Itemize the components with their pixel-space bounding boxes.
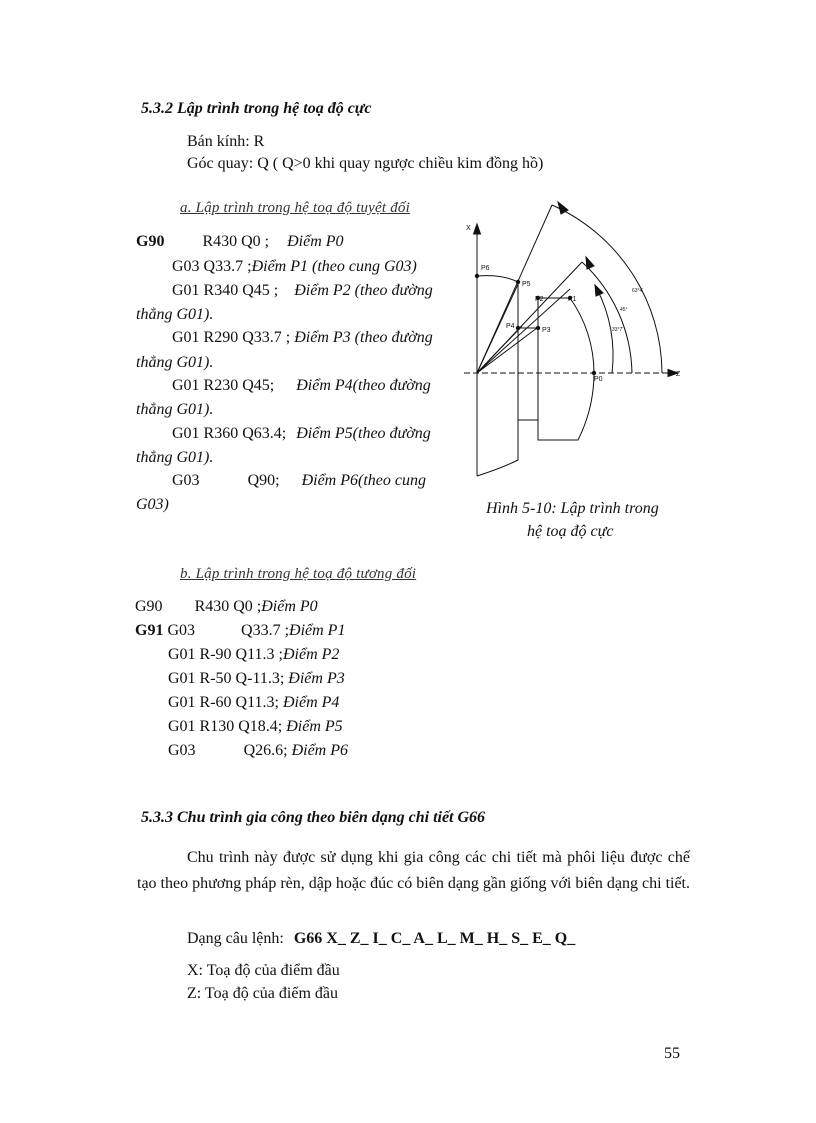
code-text: Q26.6; [243,742,288,759]
part-a-heading: a. Lập trình trong hệ toạ độ tuyệt đối [180,200,410,216]
axis-x-label: X [466,225,471,232]
arc-33deg-arrow [595,285,603,296]
comment: Điểm P2 [282,646,340,663]
part-a-line-3 [172,282,433,300]
comment: Điểm P3 (theo đường [294,329,433,346]
angle-label-63: 63°4' [632,288,644,294]
comment: Điểm P0 [261,598,318,615]
label-p5: P5 [522,281,531,288]
label-p4: P4 [506,323,515,330]
comment: Điểm P5 [286,718,343,735]
code-text: G03 [172,472,200,489]
comment: Điểm P6 [291,742,348,759]
part-b-line-4 [168,670,345,688]
part-a-line-6 [172,425,431,443]
profile-arc-lower [538,330,594,440]
point-p6-marker [475,274,479,278]
profile-p4-p5 [518,328,538,420]
code-text: G03 [168,742,196,759]
part-a-line-5-cont: thẳng G01). [136,401,214,418]
arc-45deg-arrow [586,257,594,269]
angle-label-33: 33°7' [612,327,624,333]
part-a-line-7-cont: G03) [136,496,169,513]
code-text: G01 R360 Q63.4; [172,425,287,442]
label-p1: P1 [568,296,577,303]
comment: Điểm P1 (theo cung G03) [251,258,417,275]
code-text: G01 R-60 Q11.3; [168,694,279,711]
profile-arc-p5-p6 [477,276,518,282]
comment: Điểm P6(theo cung [301,472,426,489]
part-a-line-3-cont: thẳng G01). [136,306,214,323]
figure-caption-line-1: Hình 5-10: Lập trình trong [486,500,659,517]
part-a-line-1 [136,233,344,251]
axis-z-label: Z [676,371,681,378]
code-text: G01 R290 Q33.7 ; [172,329,291,346]
x-axis-arrow [474,224,481,234]
part-b-line-5 [168,694,339,712]
code-g90: G90 [136,233,165,250]
comment: Điểm P0 [287,233,344,250]
code-text: G01 R-90 Q11.3 ; [168,646,283,663]
syntax-code: G66 X_ Z_ I_ C_ A_ L_ M_ H_ S_ E_ Q_ [293,930,576,947]
code-text: G01 R340 Q45 ; [172,282,279,299]
point-p5-marker [516,280,520,284]
code-text: G01 R130 Q18.4; [168,718,283,735]
radial-line-p1 [477,289,570,373]
code-g91: G91 [135,622,164,639]
code-text: G90 [135,598,163,615]
param-x: X: Toạ độ của điểm đầu [187,962,340,979]
code-text: R430 Q0 ; [194,598,262,615]
label-p6: P6 [481,265,490,272]
param-z: Z: Toạ độ của điểm đầu [187,985,338,1002]
syntax-label: Dạng câu lệnh: [187,930,284,947]
part-a-line-7 [172,472,426,490]
radial-line-p4 [477,326,522,373]
profile-arc-p0-p1 [570,298,594,373]
part-b-line-3 [168,646,339,664]
code-text: Q90; [247,472,280,489]
polar-coordinate-figure [462,200,692,490]
comment: Điểm P5(theo đường [296,425,431,442]
comment: Điểm P2 (theo đường [294,282,433,299]
part-b-line-2 [135,622,345,640]
code-text: Q33.7 ; [241,622,290,639]
section-paragraph: Chu trình này được sử dụng khi gia công các chi tiết mà phôi liệu được chế tạo theo phương pháp rèn, dập hoặc đúc có biên dạng gần giống với biên dạng chi tiết. [137,849,690,892]
comment: Điểm P4 [282,694,340,711]
part-b-line-6 [168,718,343,736]
code-text: G03 [167,622,196,639]
point-p4-marker [516,326,520,330]
code-text: G01 R230 Q45; [172,377,275,394]
page-number: 55 [664,1045,680,1062]
code-text: R430 Q0 ; [202,233,270,250]
part-b-heading: b. Lập trình trong hệ toạ độ tương đối [180,566,417,582]
point-p0-marker [592,371,596,375]
part-b-line-7 [168,742,348,760]
part-a-line-5 [172,377,431,395]
syntax-line [187,930,575,948]
section-heading-5-3-2: 5.3.2 Lập trình trong hệ toạ độ cực [141,100,372,117]
arc-33deg [597,289,613,373]
comment: Điểm P3 [288,670,345,687]
figure-caption-line-2: hệ toạ độ cực [527,523,614,540]
label-p0: P0 [594,376,603,383]
part-a-line-2 [172,258,417,276]
angle-definition: Góc quay: Q ( Q>0 khi quay ngược chiều kim đồng hồ) [187,155,544,172]
label-p2: P2 [535,296,544,303]
arc-63deg [552,205,662,373]
profile-lower-left [477,420,518,476]
part-b-line-1 [135,598,318,616]
code-text: G03 Q33.7 ; [172,258,252,275]
arc-45deg [582,262,632,373]
radius-definition: Bán kính: R [187,133,265,150]
comment: Điểm P1 [289,622,346,639]
point-p3-marker [536,326,540,330]
section-heading-5-3-3: 5.3.3 Chu trình gia công theo biên dạng chi tiết G66 [141,809,486,826]
part-a-line-4 [172,329,433,347]
label-p3: P3 [542,327,551,334]
part-a-line-4-cont: thẳng G01). [136,354,214,371]
comment: Điểm P4(theo đường [296,377,431,394]
code-text: G01 R-50 Q-11.3; [168,670,285,687]
part-a-line-6-cont: thẳng G01). [136,449,214,466]
radial-line-p3 [477,328,537,373]
angle-label-45: 45° [620,307,628,313]
